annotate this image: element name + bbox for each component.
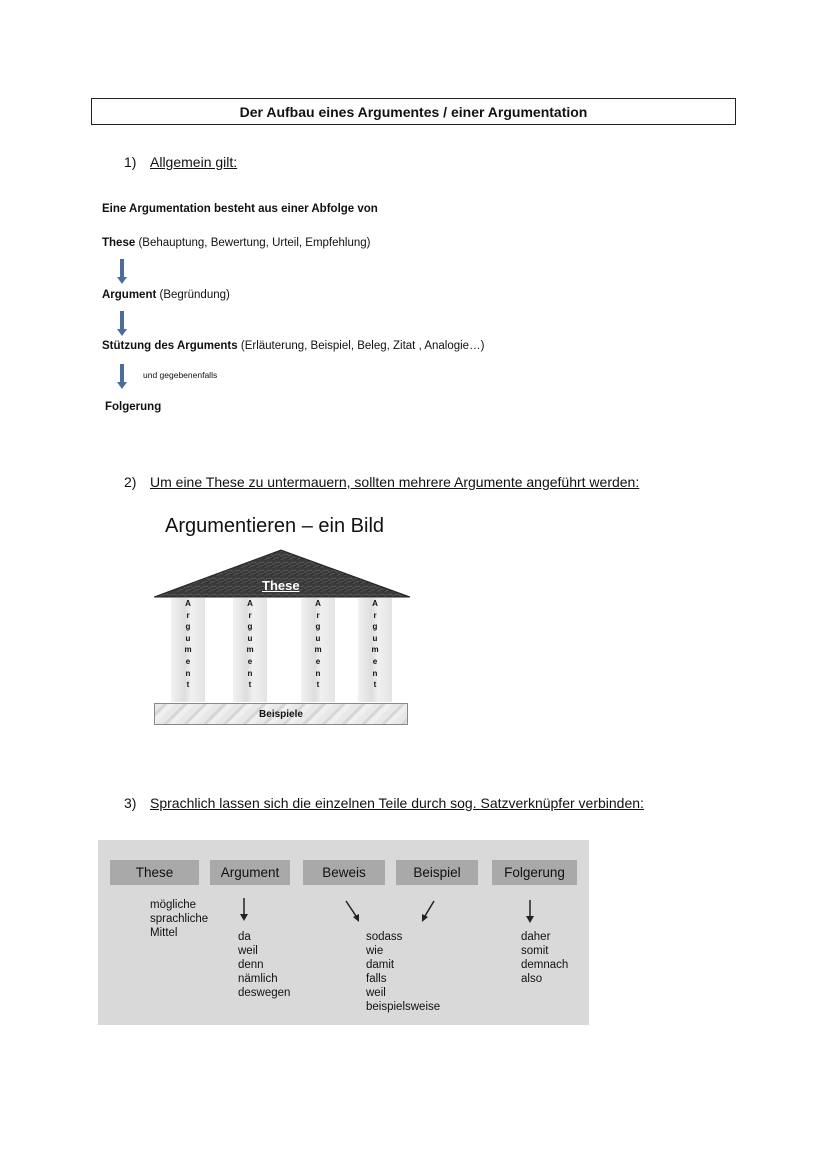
these-label: These	[102, 237, 136, 249]
flow-stuetzung	[102, 340, 484, 352]
stuetzung-description: (Erläuterung, Beispiel, Beleg, Zitat , Analogie…)	[237, 340, 485, 352]
these-description: (Behauptung, Bewertung, Urteil, Empfehlung)	[135, 237, 371, 249]
diagonal-arrow-icon	[343, 898, 363, 924]
header-beispiel: Beispiel	[396, 860, 478, 885]
header-argument: Argument	[210, 860, 290, 885]
section-number: 1)	[124, 154, 137, 170]
optional-note: und gegebenenfalls	[143, 370, 218, 380]
beweis-beispiel-connectors: sodass wie damit falls weil beispielsweise	[366, 931, 441, 1013]
argument-label: Argument	[102, 289, 157, 301]
section-number: 2)	[124, 474, 137, 490]
these-note: mögliche sprachliche Mittel	[150, 899, 209, 939]
down-arrow-icon	[522, 898, 538, 924]
pillar-argument-3: A r g u m e n t	[301, 598, 335, 702]
down-arrow-icon	[236, 896, 252, 922]
stuetzung-label: Stützung des Arguments	[102, 340, 238, 352]
section-heading-text: Allgemein gilt:	[150, 154, 238, 170]
argument-description: (Begründung)	[156, 289, 230, 301]
pillar-argument-1: A r g u m e n t	[171, 598, 205, 702]
section-2-heading	[124, 474, 639, 490]
down-arrow-icon	[117, 311, 127, 336]
header-folgerung: Folgerung	[492, 860, 577, 885]
argument-connectors: da weil denn nämlich deswegen	[238, 931, 291, 999]
section-number: 3)	[124, 795, 137, 811]
pillar-argument-2: A r g u m e n t	[233, 598, 267, 702]
pillar-argument-4: A r g u m e n t	[358, 598, 392, 702]
flow-intro: Eine Argumentation besteht aus einer Abfolge von	[102, 203, 378, 215]
document-title: Der Aufbau eines Argumentes / einer Argumentation	[91, 98, 736, 125]
down-arrow-icon	[117, 259, 127, 284]
diagonal-arrow-icon	[418, 898, 438, 924]
temple-image-title: Argumentieren – ein Bild	[165, 515, 385, 537]
section-heading-text: Um eine These zu untermauern, sollten mehrere Argumente angeführt werden:	[150, 474, 640, 490]
flow-these	[102, 237, 371, 249]
temple-base-beispiele: Beispiele	[154, 703, 408, 725]
flow-argument	[102, 289, 230, 301]
roof-these-label: These	[262, 578, 300, 593]
flow-folgerung: Folgerung	[105, 401, 162, 413]
down-arrow-icon	[117, 364, 127, 389]
header-these: These	[110, 860, 199, 885]
folgerung-connectors: daher somit demnach also	[521, 931, 569, 985]
section-3-heading	[124, 795, 644, 811]
section-heading-text: Sprachlich lassen sich die einzelnen Teile durch sog. Satzverknüpfer verbinden:	[150, 795, 644, 811]
header-beweis: Beweis	[303, 860, 385, 885]
section-1-heading	[124, 154, 237, 170]
